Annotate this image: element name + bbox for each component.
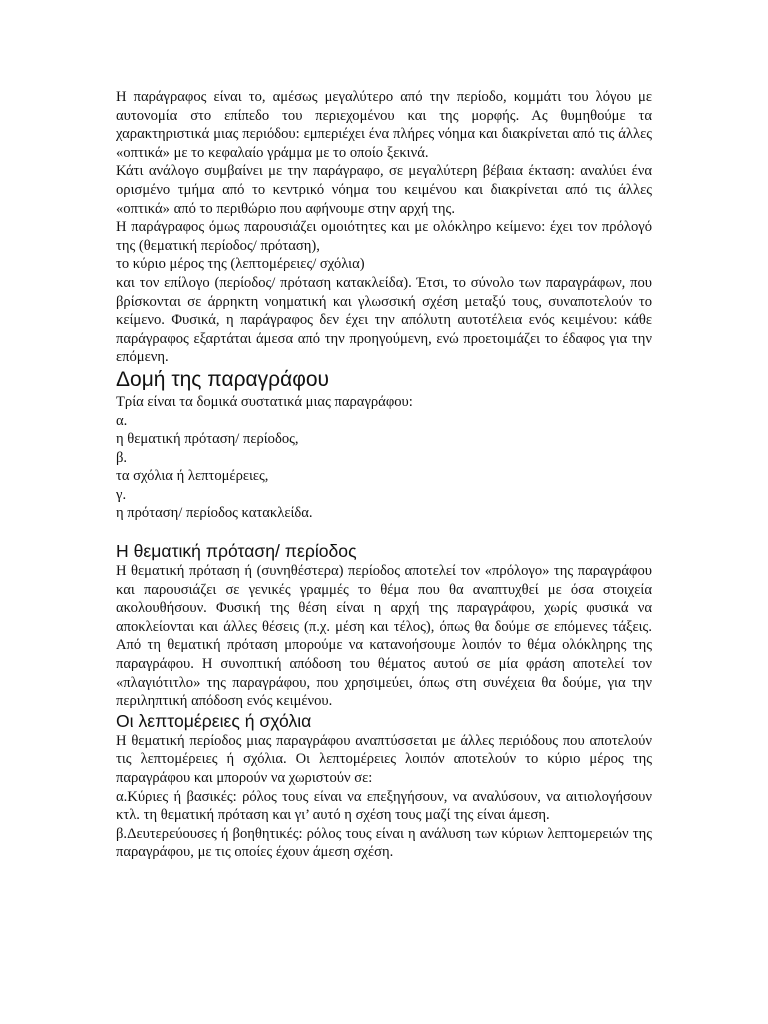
document-page [116,88,652,862]
intro-paragraph-4: το κύριο μέρος της (λεπτομέρειες/ σχόλια) [116,256,365,273]
details-heading: Οι λεπτομέρειες ή σχόλια [116,710,312,731]
structure-item-a-text: η θεματική πρόταση/ περίοδος, [116,431,299,448]
structure-item-c-text: η πρόταση/ περίοδος κατακλείδα. [116,505,313,522]
intro-paragraph-3: Η παράγραφος όμως παρουσιάζει ομοιότητες και με ολόκληρο κείμενο: έχει τον πρόλογό της (θεματική περίοδος/ πρόταση), [116,219,652,254]
structure-item-b-text: τα σχόλια ή λεπτομέρειες, [116,468,269,485]
structure-item-a-label: α. [116,412,128,429]
intro-paragraph-1: Η παράγραφος είναι το, αμέσως μεγαλύτερο από την περίοδο, κομμάτι του λόγου με αυτονομία στο επίπεδο του περιεχομένου και της μορφής. Ας θυμηθούμε τα χαρακτηριστικά μιας περιόδου: εμπεριέχει ένα πλήρες νόημα και διακρίνεται από τις άλλες «οπτικά» με το κεφαλαίο γράμμα με το οποίο ξεκινά. [116,89,652,161]
intro-paragraph-5: και τον επίλογο (περίοδος/ πρόταση κατακλείδα). Έτσι, το σύνολο των παραγράφων, που βρίσκονται σε άρρηκτη νοηματική και γλωσσική σχέση μεταξύ τους, συναποτελούν το κείμενο. Φυσικά, η παράγραφος δεν έχει την απόλυτη αυτοτέλεια ενός κειμένου: κάθε παράγραφος εξαρτάται άμεσα από την προηγούμενη, ενώ προετοιμάζει το έδαφος για την επόμενη. [116,274,652,366]
topic-sentence-paragraph: Η θεματική πρόταση ή (συνηθέστερα) περίοδος αποτελεί τον «πρόλογο» της παραγράφου και παρουσιάζει σε γενικές γραμμές το θέμα που θα αναπτυχθεί με όσα στοιχεία ακολουθήσουν. Φυσική της θέση είναι η αρχή της παραγράφου, χωρίς φυσικά να αποκλείονται και άλλες θέσεις (π.χ. μέση και τέλος), όπως θα δούμε σε επόμενες τάξεις. Από τη θεματική πρόταση μπορούμε να κατανοήσουμε λοιπόν το θέμα ολόκληρης της παραγράφου. Η συνοπτική απόδοση του θέματος αυτού σε μία φράση αποτελεί τον «πλαγιότιτλο» της παραγράφου, που χρησιμεύει, όπως στη συνέχεια θα δούμε, για την περιληπτική απόδοση ενός κειμένου. [116,563,652,710]
details-paragraph-2: α.Κύριες ή βασικές: ρόλος τους είναι να επεξηγήσουν, να αναλύσουν, να αιτιολογήσουν κτλ. τη θεματική πρόταση και γι’ αυτό η σχέση τους μαζί της είναι άμεση. [116,788,652,824]
intro-paragraph-2: Κάτι ανάλογο συμβαίνει με την παράγραφο, σε μεγαλύτερη βέβαια έκταση: αναλύει ένα ορισμένο τμήμα από το κεντρικό νόημα του κειμένου και διακρίνεται από τις άλλες «οπτικά» από το περιθώριο που αφήνουμε στην αρχή της. [116,163,652,217]
structure-heading: Δομή της παραγράφου [116,367,330,391]
details-paragraph-3: β.Δευτερεύουσες ή βοηθητικές: ρόλος τους είναι η ανάλυση των κύριων λεπτομερειών της παραγράφου, με τις οποίες έχουν άμεση σχέση. [116,825,652,861]
structure-intro: Τρία είναι τα δομικά συστατικά μιας παραγράφου: [116,393,413,410]
section-spacer [116,523,652,541]
structure-item-b-label: β. [116,449,128,466]
topic-sentence-heading: Η θεματική πρόταση/ περίοδος [116,541,357,562]
structure-item-c-label: γ. [116,486,127,503]
details-paragraph-1: Η θεματική περίοδος μιας παραγράφου αναπτύσσεται με άλλες περιόδους που αποτελούν τις λεπτομέρειες ή σχόλια. Οι λεπτομέρειες λοιπόν αποτελούν το κύριο μέρος της παραγράφου και μπορούν να χωριστούν σε: [116,732,652,786]
